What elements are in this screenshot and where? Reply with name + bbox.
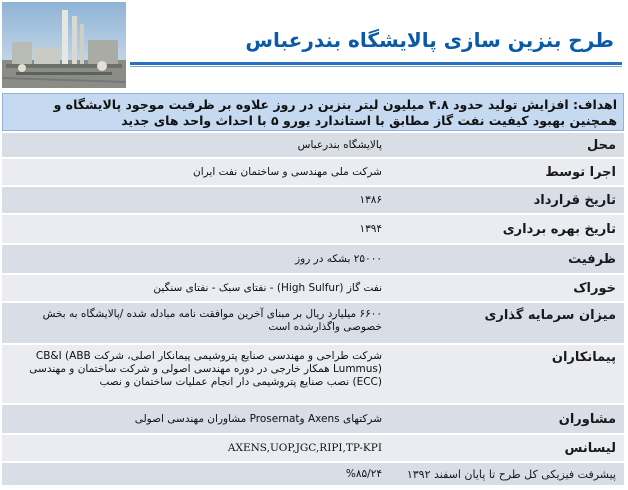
row-label: پیشرفت فیزیکی کل طرح تا پایان اسفند ۱۳۹۲ (390, 462, 624, 486)
goal-banner: اهداف: افزایش تولید حدود ۴.۸ میلیون لیتر بنزین در روز علاوه بر ظرفیت موجود پالایشگاه و همچنین بهبود کیفیت نفت گاز مطابق با استاندارد یورو ۵ با احداث واحد های جدید (2, 93, 624, 131)
header (0, 0, 628, 92)
row-label: پیمانکاران (390, 344, 624, 404)
row-value: %۸۵/۲۴ (2, 462, 390, 486)
row-label: میزان سرمایه گذاری (390, 302, 624, 344)
row-license (2, 434, 624, 462)
refinery-photo (2, 2, 126, 88)
row-location (2, 133, 624, 158)
row-value: AXENS,UOP,JGC,RIPI,TP-KPI (2, 434, 390, 462)
row-value: ۲۵۰۰۰ بشکه در روز (2, 244, 390, 274)
row-label: تاریخ بهره برداری (390, 214, 624, 244)
row-capacity (2, 244, 624, 274)
row-label: مشاوران (390, 404, 624, 434)
row-label: محل (390, 133, 624, 158)
row-investment (2, 302, 624, 344)
row-label: تاریخ قرارداد (390, 186, 624, 214)
row-value: شرکت ملی مهندسی و ساختمان نفت ایران (2, 158, 390, 186)
row-feedstock (2, 274, 624, 302)
row-value: نفت گاز (High Sulfur) - نفتای سبک - نفتای سنگین (2, 274, 390, 302)
row-value: شرکت طراحی و مهندسی صنایع پتروشیمی پیمانکار اصلی، شرکت CB&I (ABB Lummus) همکار خارجی در دوره مهندسی اصولی و شرکت ساختمان و مهندسی (ECC) نصب صنایع پتروشیمی دار انجام عملیات ساختمان و نصب (2, 344, 390, 404)
row-label: ظرفیت (390, 244, 624, 274)
row-contractors (2, 344, 624, 404)
row-value: ۱۳۹۴ (2, 214, 390, 244)
row-contract-date (2, 186, 624, 214)
row-label: خوراک (390, 274, 624, 302)
title-underline (130, 62, 622, 65)
row-operation-date (2, 214, 624, 244)
row-label: اجرا توسط (390, 158, 624, 186)
row-label: لیسانس (390, 434, 624, 462)
row-consultants (2, 404, 624, 434)
row-progress (2, 462, 624, 486)
row-value: پالایشگاه بندرعباس (2, 133, 390, 158)
row-value: شرکتهای Axens وProsernat مشاوران مهندسی اصولی (2, 404, 390, 434)
project-info-table (2, 133, 624, 487)
row-value: ۶۶۰۰ میلیارد ریال بر مبنای آخرین موافقت نامه مبادله شده /پالایشگاه به بخش خصوصی واگذارشده است (2, 302, 390, 344)
title-underline-thin (130, 66, 622, 67)
row-value: ۱۳۸۶ (2, 186, 390, 214)
page-title: طرح بنزین سازی پالایشگاه بندرعباس (245, 28, 614, 52)
row-executor (2, 158, 624, 186)
